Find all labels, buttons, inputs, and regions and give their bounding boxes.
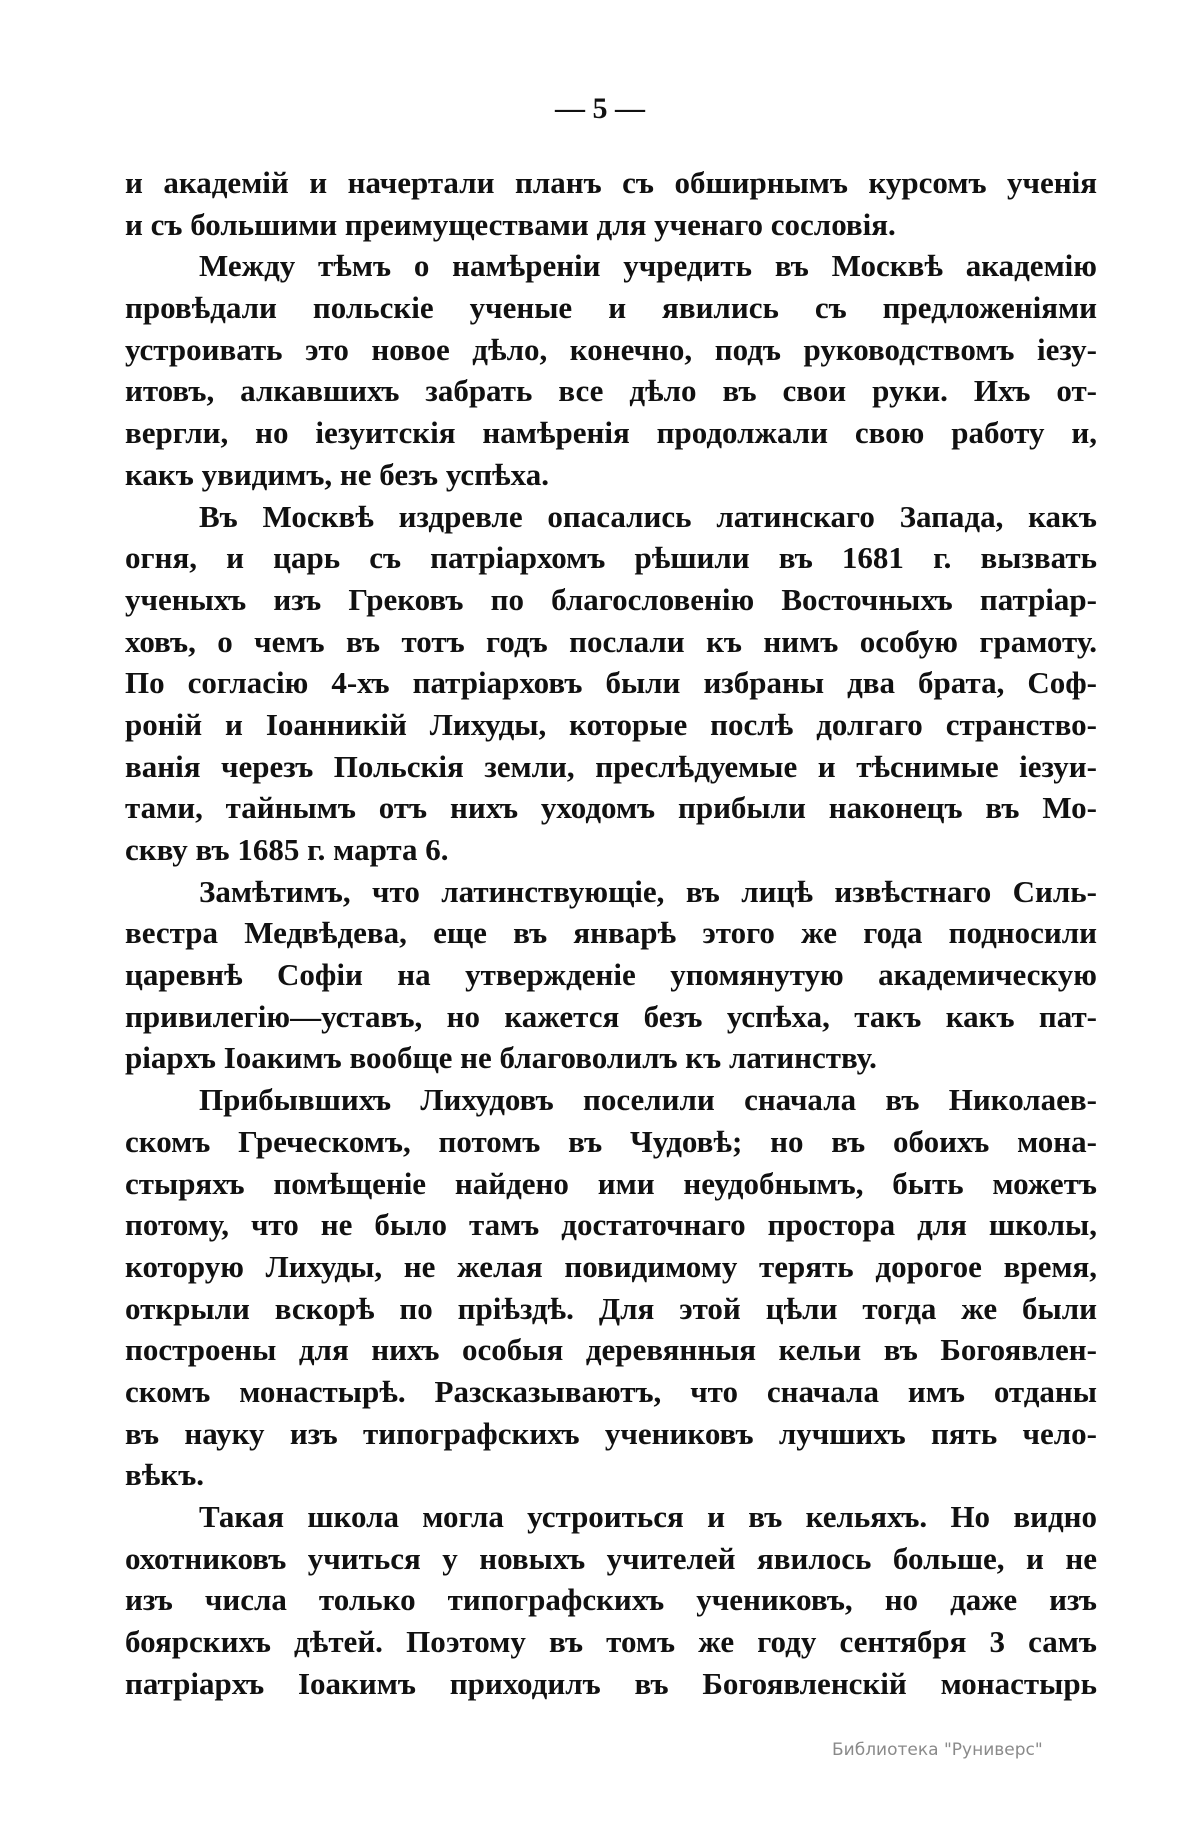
- text-line: Между тѣмъ о намѣреніи учредить въ Москвѣ академію: [199, 248, 1097, 284]
- text-line: скву въ 1685 г. марта 6.: [125, 832, 449, 867]
- text-line: Замѣтимъ, что латинствующіе, въ лицѣ извѣстнаго Силь-: [199, 873, 1097, 909]
- text-line: какъ увидимъ, не безъ успѣха.: [125, 456, 549, 492]
- text-line: и академій и начертали планъ съ обширнымъ курсомъ ученія: [125, 165, 1097, 200]
- text-line: ванія черезъ Польскія земли, преслѣдуемые и тѣснимые іезуи-: [125, 748, 1097, 784]
- text-line: построены для нихъ особыя деревянныя кельи въ Богоявлен-: [125, 1332, 1097, 1368]
- text-line: скомъ монастырѣ. Разсказываютъ, что сначала имъ отданы: [125, 1373, 1097, 1409]
- paragraph: [125, 245, 1097, 495]
- text-line: Такая школа могла устроиться и въ кельяхъ. Но видно: [199, 1499, 1097, 1534]
- text-line: боярскихъ дѣтей. Поэтому въ томъ же году сентября 3 самъ: [125, 1624, 1097, 1660]
- library-watermark: Библиотека "Руниверс": [832, 1740, 1043, 1760]
- text-line: тами, тайнымъ отъ нихъ уходомъ прибыли наконецъ въ Мо-: [125, 790, 1097, 826]
- body-text: [125, 162, 1097, 1704]
- text-line: патріархъ Іоакимъ приходилъ въ Богоявленскій монастырь: [125, 1665, 1097, 1701]
- paragraph: [125, 162, 1097, 245]
- text-line: провѣдали польскіе ученые и явились съ предложеніями: [125, 290, 1097, 326]
- text-line: охотниковъ учиться у новыхъ учителей явилось больше, и не: [125, 1540, 1097, 1576]
- paragraph: [125, 496, 1097, 871]
- text-line: стыряхъ помѣщеніе найдено ими неудобнымъ, быть можетъ: [125, 1165, 1097, 1201]
- text-line: открыли вскорѣ по пріѣздѣ. Для этой цѣли тогда же были: [125, 1290, 1097, 1326]
- text-line: ученыхъ изъ Грековъ по благословенію Восточныхъ патріар-: [125, 581, 1097, 617]
- text-line: Прибывшихъ Лихудовъ поселили сначала въ Николаев-: [199, 1082, 1097, 1118]
- text-line: роній и Іоанникій Лихуды, которые послѣ долгаго странство-: [125, 706, 1097, 742]
- text-line: потому, что не было тамъ достаточнаго простора для школы,: [125, 1207, 1097, 1243]
- text-line: ріархъ Іоакимъ вообще не благоволилъ къ латинству.: [125, 1040, 877, 1076]
- text-line: скомъ Греческомъ, потомъ въ Чудовѣ; но въ обоихъ мона-: [125, 1123, 1097, 1159]
- text-line: изъ числа только типографскихъ учениковъ, но даже изъ: [125, 1582, 1097, 1618]
- text-line: Въ Москвѣ издревле опасались латинскаго Запада, какъ: [199, 498, 1097, 534]
- text-line: въ науку изъ типографскихъ учениковъ лучшихъ пять чело-: [125, 1415, 1097, 1451]
- paragraph: [125, 871, 1097, 1079]
- text-line: и съ большими преимуществами для ученаго сословія.: [125, 206, 896, 242]
- text-line: которую Лихуды, не желая повидимому терять дорогое время,: [125, 1248, 1097, 1284]
- text-line: привилегію—уставъ, но кажется безъ успѣха, такъ какъ пат-: [125, 998, 1097, 1034]
- paragraph: [125, 1079, 1097, 1496]
- text-line: ховъ, о чемъ въ тотъ годъ послали къ нимъ особую грамоту.: [125, 623, 1097, 659]
- paragraph: [125, 1496, 1097, 1704]
- text-line: По согласію 4-хъ патріарховъ были избраны два брата, Соф-: [125, 665, 1097, 701]
- text-line: устроивать это новое дѣло, конечно, подъ руководствомъ іезу-: [125, 331, 1097, 367]
- text-line: вергли, но іезуитскія намѣренія продолжали свою работу и,: [125, 415, 1097, 451]
- text-line: вѣкъ.: [125, 1457, 205, 1493]
- text-line: царевнѣ Софіи на утвержденіе упомянутую академическую: [125, 957, 1097, 993]
- text-line: вестра Медвѣдева, еще въ январѣ этого же года подносили: [125, 915, 1097, 951]
- text-line: итовъ, алкавшихъ забрать все дѣло въ свои руки. Ихъ от-: [125, 373, 1097, 409]
- page-number: — 5 —: [555, 92, 645, 125]
- text-line: огня, и царь съ патріархомъ рѣшили въ 1681 г. вызвать: [125, 540, 1097, 576]
